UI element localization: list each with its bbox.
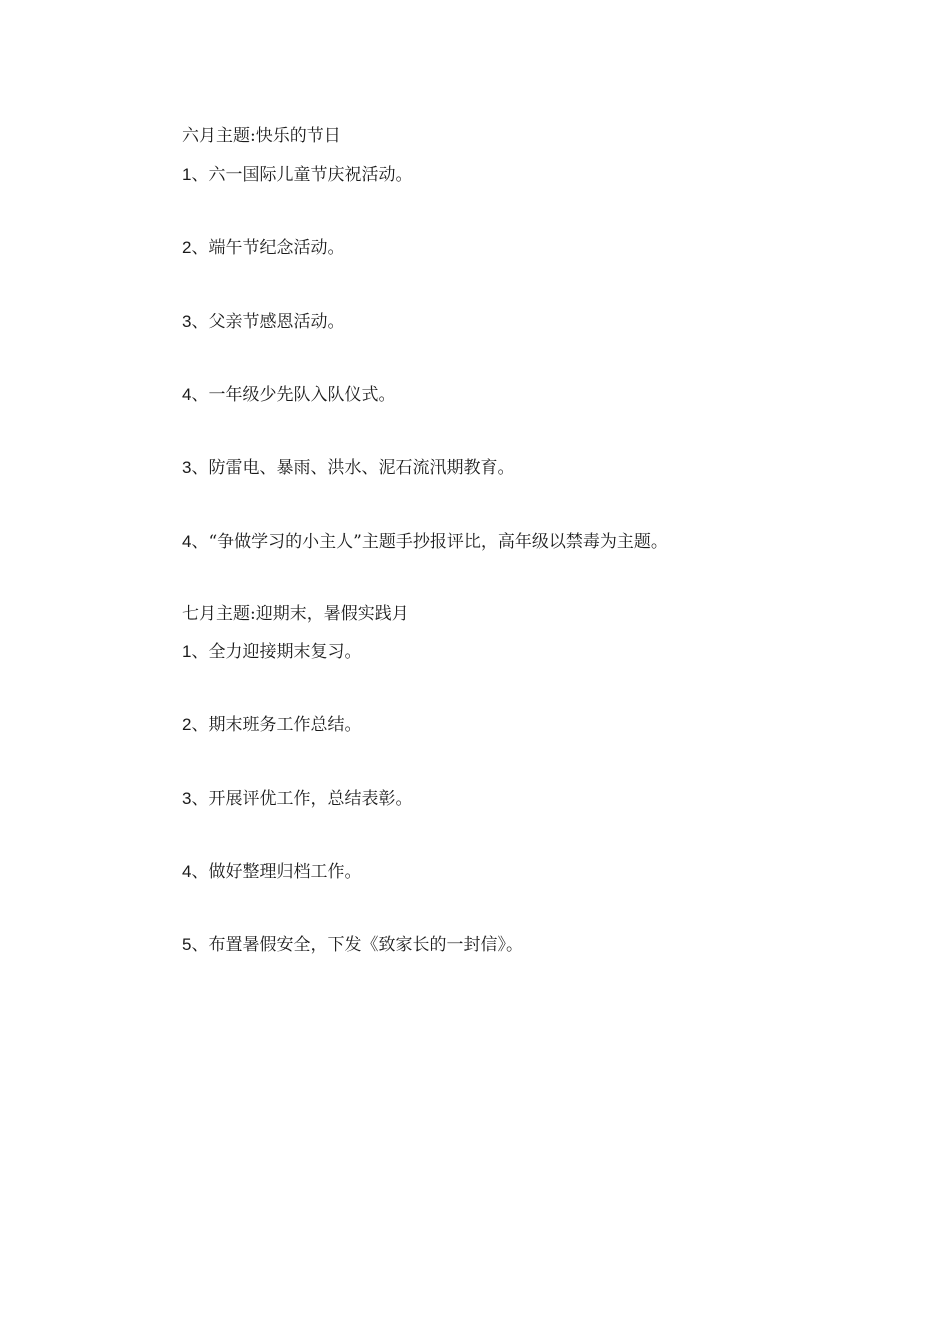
item-text: 、六一国际儿童节庆祝活动。 [191, 165, 413, 185]
item-number: 3 [182, 458, 192, 477]
june-item [182, 236, 882, 260]
june-item [182, 310, 882, 334]
july-item [182, 713, 882, 737]
july-item [182, 787, 882, 811]
item-number: 4 [182, 862, 192, 881]
item-text: 、“争做学习的小主人”主题手抄报评比，高年级以禁毒为主题。 [191, 532, 668, 552]
item-number: 3 [182, 789, 192, 808]
item-text: 、期末班务工作总结。 [191, 715, 362, 735]
july-section [182, 602, 882, 626]
item-number: 4 [182, 532, 192, 551]
item-text: 、父亲节感恩活动。 [191, 312, 345, 332]
july-item [182, 860, 882, 884]
june-item [182, 163, 882, 187]
item-number: 2 [182, 715, 192, 734]
item-text: 、防雷电、暴雨、洪水、泥石流汛期教育。 [191, 458, 515, 478]
june-item [182, 383, 882, 407]
item-text: 、开展评优工作，总结表彰。 [191, 789, 413, 809]
item-text: 、全力迎接期末复习。 [191, 642, 362, 662]
item-text: 、布置暑假安全，下发《致家长的一封信》。 [191, 935, 523, 955]
item-text: 、做好整理归档工作。 [191, 862, 362, 882]
item-number: 1 [182, 165, 192, 184]
july-item [182, 640, 882, 664]
item-number: 2 [182, 238, 192, 257]
june-section [182, 124, 882, 148]
item-text: 、一年级少先队入队仪式。 [191, 385, 396, 405]
item-text: 、端午节纪念活动。 [191, 238, 345, 258]
july-item [182, 933, 882, 957]
july-heading: 七月主题:迎期末，暑假实践月 [182, 604, 409, 624]
item-number: 4 [182, 385, 192, 404]
june-item [182, 530, 882, 554]
item-number: 5 [182, 935, 192, 954]
june-item [182, 456, 882, 480]
june-heading: 六月主题:快乐的节日 [182, 126, 341, 146]
item-number: 3 [182, 312, 192, 331]
item-number: 1 [182, 642, 192, 661]
